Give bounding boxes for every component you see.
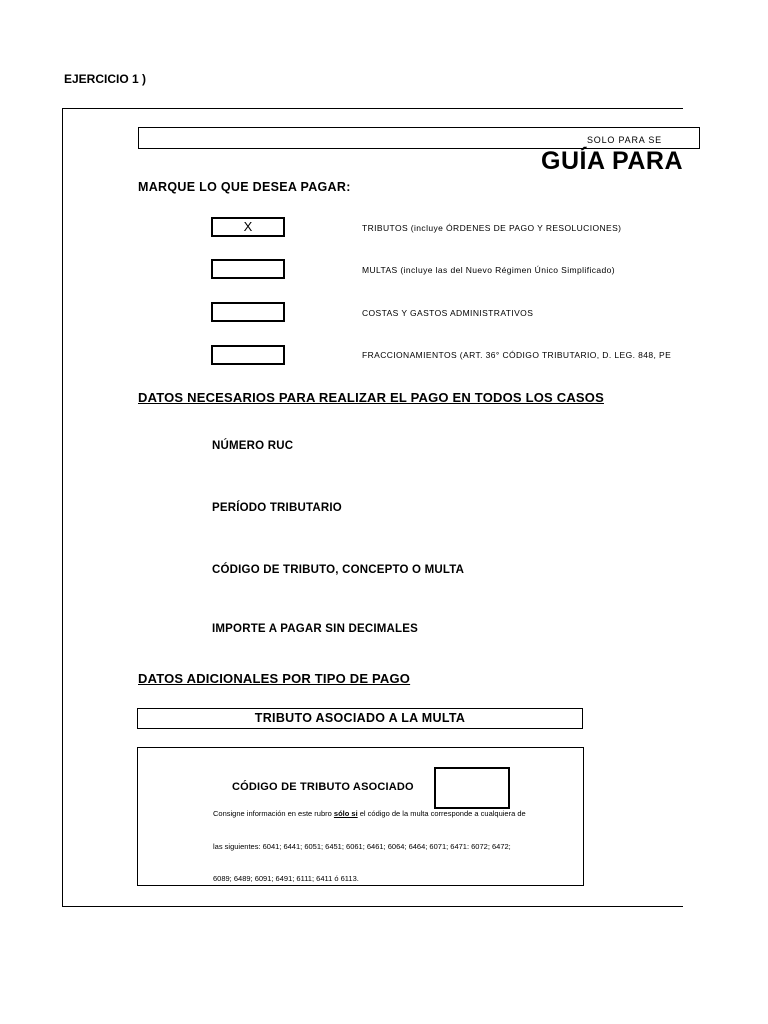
note-post: el código de la multa corresponde a cualquiera de (357, 809, 526, 818)
codigo-asociado-label: CÓDIGO DE TRIBUTO ASOCIADO (232, 781, 414, 793)
field-importe: IMPORTE A PAGAR SIN DECIMALES (212, 623, 418, 635)
checkbox-costas[interactable] (211, 302, 285, 322)
exercise-label: EJERCICIO 1 ) (64, 72, 147, 86)
section-required-heading: DATOS NECESARIOS PARA REALIZAR EL PAGO EN TODOS LOS CASOS (138, 390, 604, 405)
checkbox-fraccionamientos[interactable] (211, 345, 285, 365)
solo-para-text: SOLO PARA SE (587, 135, 662, 145)
note-line-2: las siguientes: 6041; 6441; 6051; 6451; 6061; 6461; 6064; 6464; 6071; 6471: 6072; 6472; (213, 842, 511, 851)
codigo-asociado-input[interactable] (434, 767, 510, 809)
field-periodo-tributario: PERÍODO TRIBUTARIO (212, 502, 342, 514)
option-label-multas: MULTAS (incluye las del Nuevo Régimen Único Simplificado) (362, 265, 616, 275)
marque-heading: MARQUE LO QUE DESEA PAGAR: (138, 180, 351, 194)
note-pre: Consigne información en este rubro (213, 809, 334, 818)
note-line-1 (213, 809, 526, 818)
tributo-asociado-header: TRIBUTO ASOCIADO A LA MULTA (137, 708, 583, 729)
note-emphasis: sólo si (333, 809, 358, 818)
option-label-tributos: TRIBUTOS (incluye ÓRDENES DE PAGO Y RESOLUCIONES) (362, 223, 622, 233)
checkbox-multas[interactable] (211, 259, 285, 279)
option-label-fraccionamientos: FRACCIONAMIENTOS (ART. 36° CÓDIGO TRIBUTARIO, D. LEG. 848, PE (362, 350, 672, 360)
section-additional-heading: DATOS ADICIONALES POR TIPO DE PAGO (138, 671, 411, 686)
form-title: GUÍA PARA (541, 147, 683, 175)
note-line-3: 6089; 6489; 6091; 6491; 6111; 6411 ó 6113. (213, 874, 359, 883)
checkbox-tributos[interactable]: X (211, 217, 285, 237)
field-codigo-tributo: CÓDIGO DE TRIBUTO, CONCEPTO O MULTA (212, 564, 465, 576)
option-label-costas: COSTAS Y GASTOS ADMINISTRATIVOS (362, 308, 534, 318)
field-numero-ruc: NÚMERO RUC (212, 440, 294, 452)
